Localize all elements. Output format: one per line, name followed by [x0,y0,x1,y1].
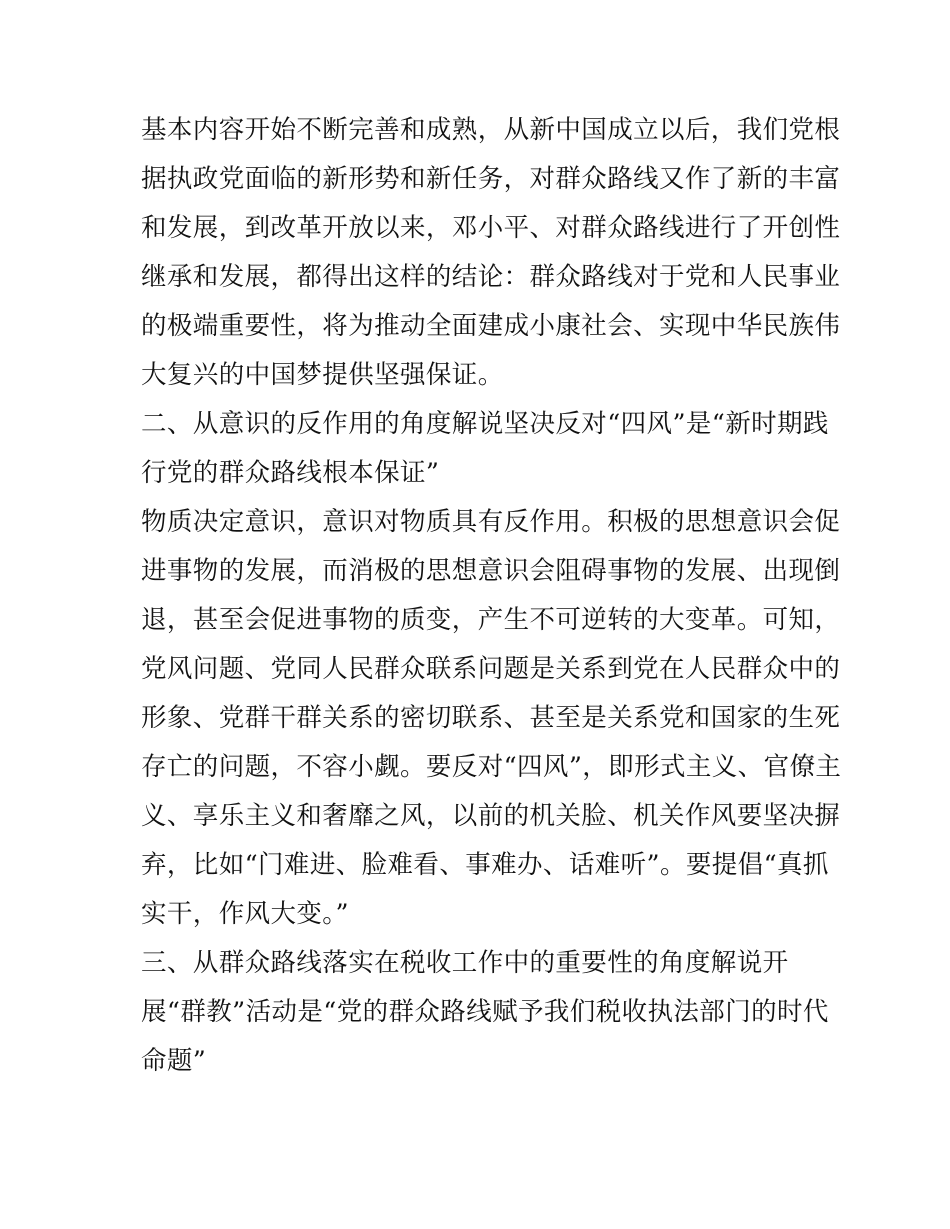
section-heading-line: 展“群教”活动是“党的群众路线赋予我们税收执法部门的时代 [141,997,829,1027]
text-line: 继承和发展，都得出这样的结论：群众路线对于党和人民事业 [141,262,841,292]
section-heading-line: 命题” [141,1046,207,1076]
document-body [141,106,842,1086]
text-line: 存亡的问题，不容小觑。要反对“四风”，即形式主义、官僚主 [141,752,842,782]
text-line: 的极端重要性，将为推动全面建成小康社会、实现中华民族伟 [141,311,841,341]
section-heading-line: 二、从意识的反作用的角度解说坚决反对“四风”是“新时期践 [141,409,829,439]
text-line: 据执政党面临的新形势和新任务，对群众路线又作了新的丰富 [141,164,841,194]
text-line: 基本内容开始不断完善和成熟，从新中国成立以后，我们党根 [141,115,841,145]
text-line: 和发展，到改革开放以来，邓小平、对群众路线进行了开创性 [141,213,841,243]
text-line: 进事物的发展，而消极的思想意识会阻碍事物的发展、出现倒 [141,556,841,586]
section-heading-line: 三、从群众路线落实在税收工作中的重要性的角度解说开 [141,948,789,978]
text-line: 义、享乐主义和奢靡之风，以前的机关脸、机关作风要坚决摒 [141,801,841,831]
section-heading-line: 行党的群众路线根本保证” [141,458,440,488]
text-line: 形象、党群干群关系的密切联系、甚至是关系党和国家的生死 [141,703,841,733]
text-line: 大复兴的中国梦提供坚强保证。 [141,360,504,390]
text-line: 弃，比如“门难进、脸难看、事难办、话难听”。要提倡“真抓 [141,850,829,880]
text-line: 退，甚至会促进事物的质变，产生不可逆转的大变革。可知， [141,605,841,635]
text-line: 物质决定意识，意识对物质具有反作用。积极的思想意识会促 [141,507,841,537]
text-line: 实干，作风大变。” [141,899,349,929]
text-line: 党风问题、党同人民群众联系问题是关系到党在人民群众中的 [141,654,841,684]
